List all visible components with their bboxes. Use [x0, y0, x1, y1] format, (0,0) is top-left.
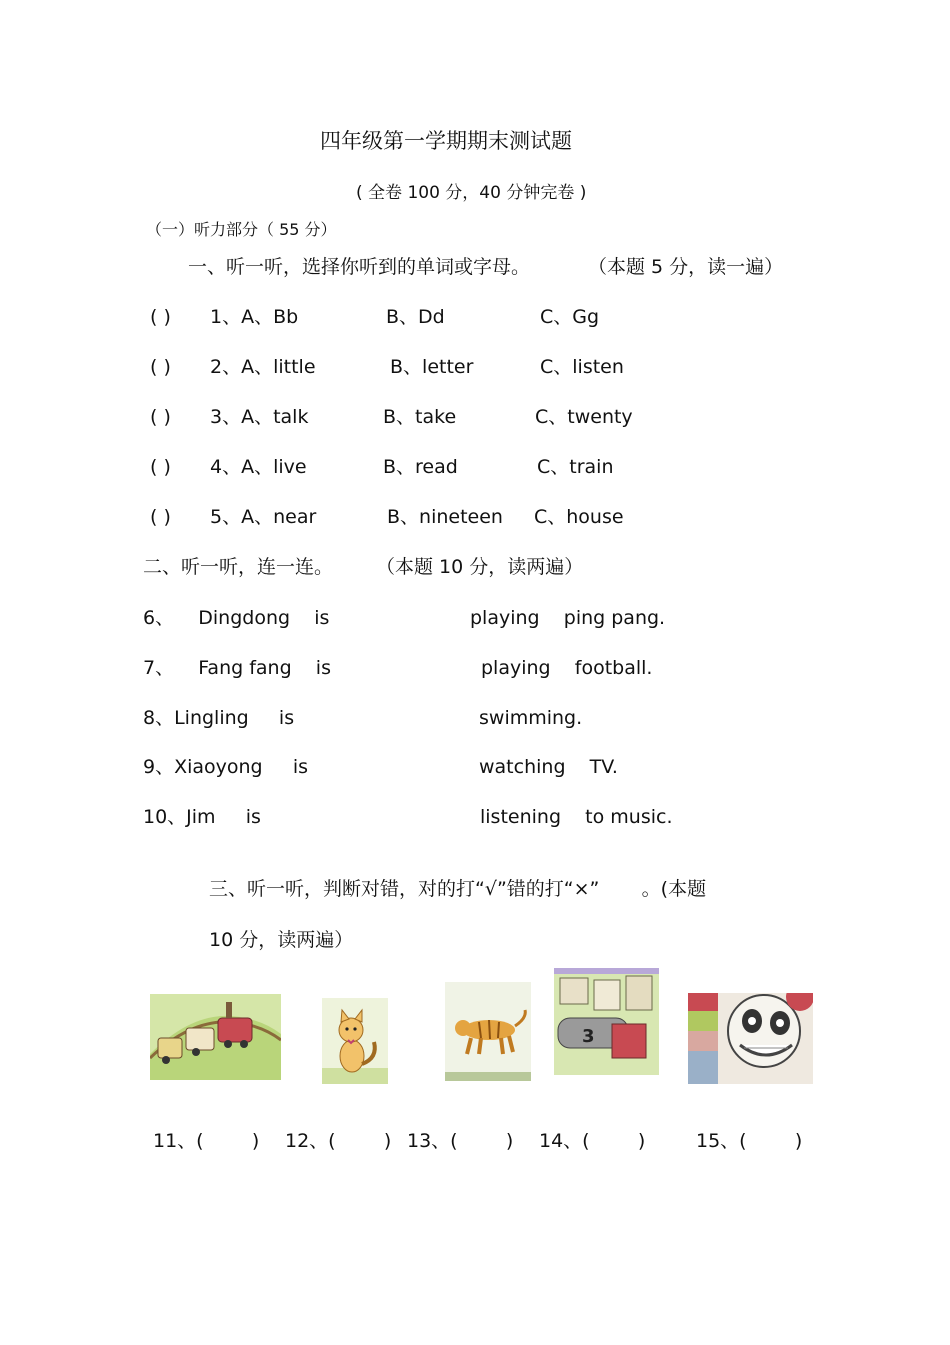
- train-picture: [150, 994, 281, 1080]
- option-a: 4、A、live: [210, 456, 307, 478]
- section2-note: （本题 10 分，读两遍）: [376, 556, 584, 578]
- match-right: watching TV.: [479, 756, 618, 778]
- train-number-label: 3: [582, 1026, 595, 1047]
- option-c: C、twenty: [535, 406, 633, 428]
- page-title: 四年级第一学期期末测试题: [320, 129, 572, 153]
- panda-picture: [688, 993, 813, 1084]
- section2-heading: 二、听一听，连一连。: [143, 556, 334, 578]
- answer-paren: ( ): [150, 306, 171, 328]
- match-left: 8、Lingling is: [143, 707, 295, 729]
- section3-note: 10 分，读两遍）: [209, 929, 354, 951]
- section1-heading: 一、听一听，选择你听到的单词或字母。: [188, 256, 531, 278]
- option-c: C、listen: [540, 356, 624, 378]
- answer-paren: ( ): [150, 456, 171, 478]
- answer-blank: 14、( ): [539, 1130, 646, 1152]
- option-c: C、house: [534, 506, 624, 528]
- option-a: 5、A、near: [210, 506, 317, 528]
- match-left: 7、 Fang fang is: [143, 657, 331, 679]
- option-c: C、train: [537, 456, 614, 478]
- match-left: 6、 Dingdong is: [143, 607, 330, 629]
- option-b: B、nineteen: [387, 506, 503, 528]
- match-left: 10、Jim is: [143, 806, 261, 828]
- option-b: B、letter: [390, 356, 474, 378]
- answer-blank: 11、( ): [153, 1130, 260, 1152]
- answer-blank: 13、( ): [407, 1130, 514, 1152]
- answer-blank: 12、( ): [285, 1130, 392, 1152]
- train-number-picture: [554, 968, 659, 1075]
- section1-note: （本题 5 分，读一遍）: [588, 256, 784, 278]
- answer-paren: ( ): [150, 506, 171, 528]
- part-heading: （一）听力部分（ 55 分）: [146, 220, 337, 239]
- option-a: 1、A、Bb: [210, 306, 299, 328]
- answer-paren: ( ): [150, 406, 171, 428]
- match-right: listening to music.: [480, 806, 673, 828]
- match-right: swimming.: [479, 707, 583, 729]
- option-a: 3、A、talk: [210, 406, 309, 428]
- option-b: B、Dd: [386, 306, 445, 328]
- exam-info: ( 全卷 100 分，40 分钟完卷 ): [356, 183, 587, 203]
- cat-picture: [322, 998, 388, 1084]
- answer-paren: ( ): [150, 356, 171, 378]
- option-b: B、take: [383, 406, 457, 428]
- match-left: 9、Xiaoyong is: [143, 756, 308, 778]
- option-c: C、Gg: [540, 306, 600, 328]
- option-b: B、read: [383, 456, 458, 478]
- option-a: 2、A、little: [210, 356, 316, 378]
- match-right: playing ping pang.: [470, 607, 666, 629]
- section3-heading: 三、听一听，判断对错，对的打“√”错的打“×” 。(本题: [209, 878, 707, 900]
- tiger-picture: [445, 982, 531, 1081]
- match-right: playing football.: [481, 657, 653, 679]
- answer-blank: 15、( ): [696, 1130, 803, 1152]
